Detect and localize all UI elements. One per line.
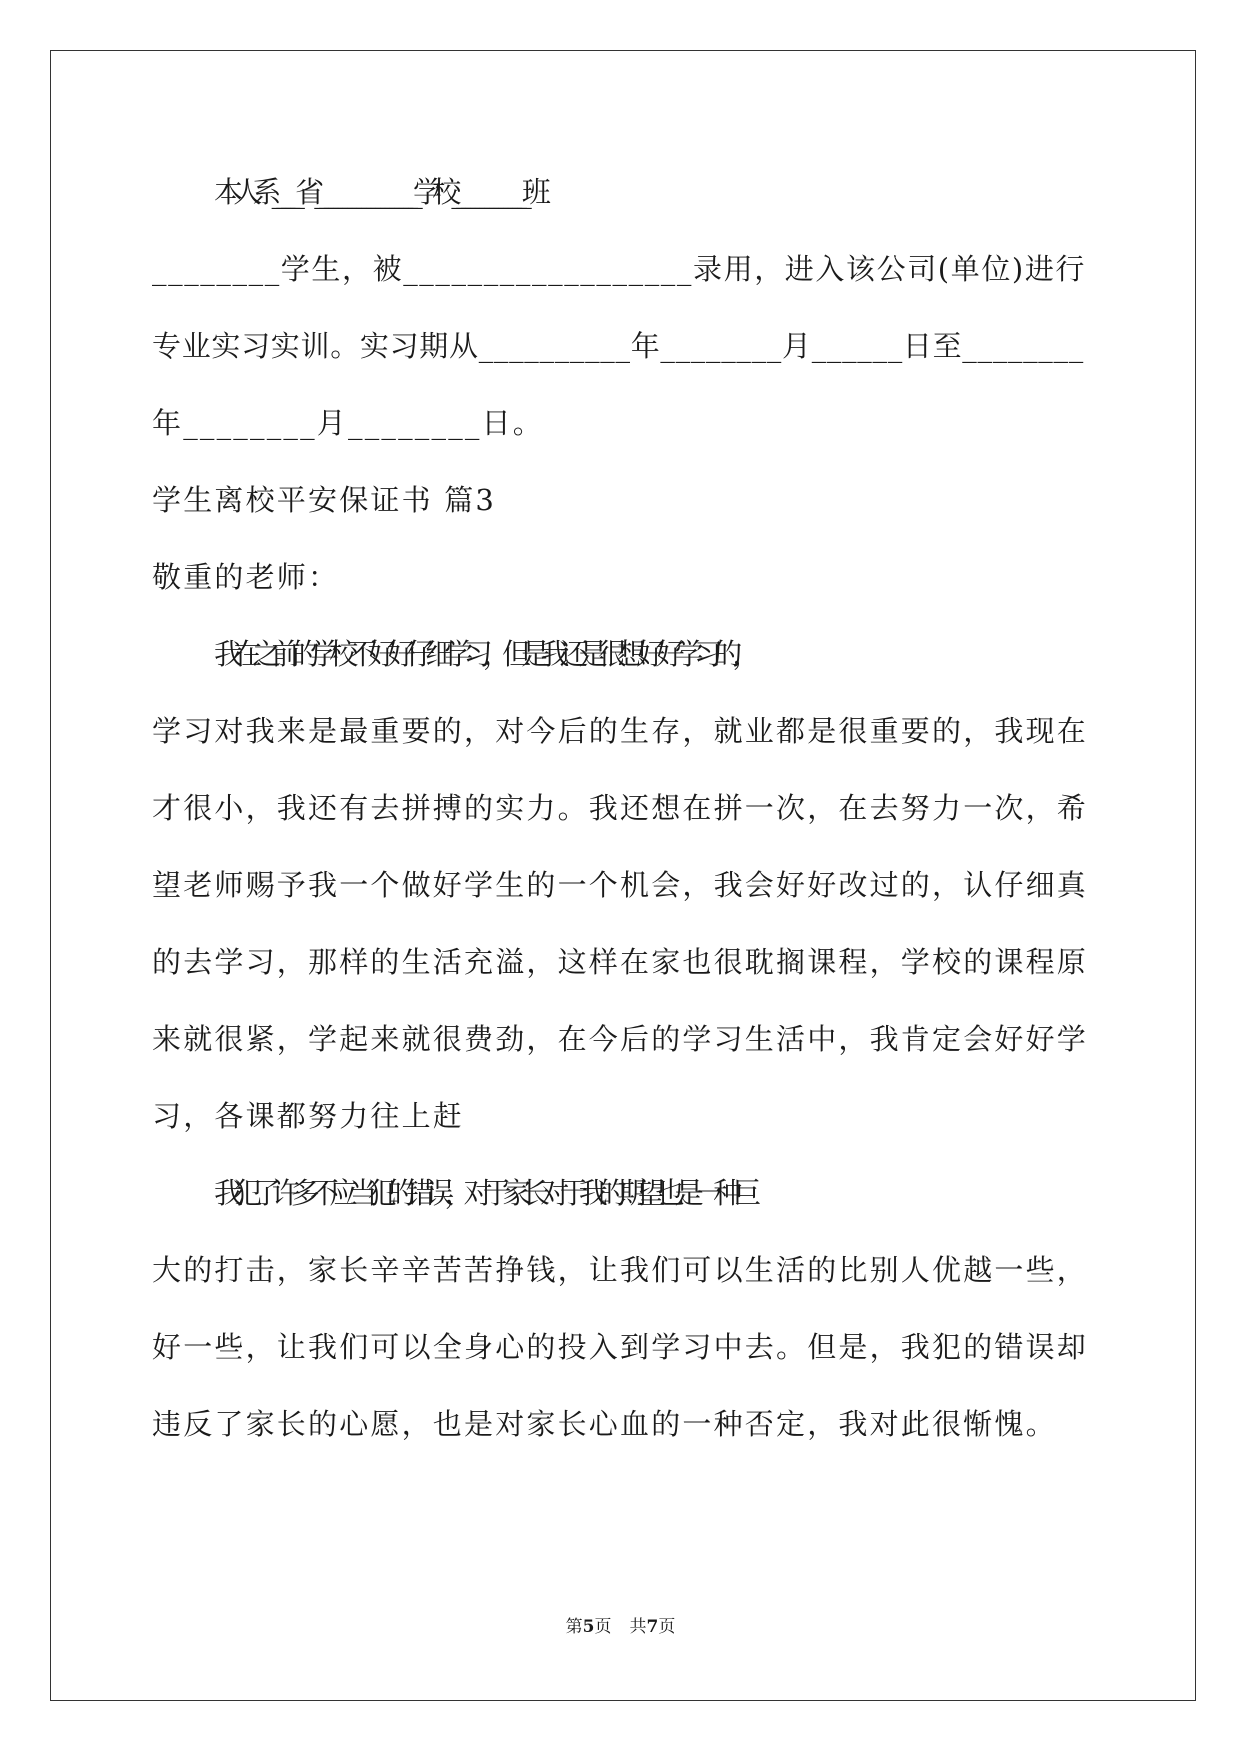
page-current: 5 — [582, 1617, 595, 1637]
paragraph-line: 习，各课都努力往上赶 — [152, 1099, 465, 1133]
form-line: 本人系_____省_____________________学校_______________班 — [214, 175, 542, 209]
paragraph-line: 望老师赐予我一个做好学生的一个机会，我会好好改过的，认仔细真 — [152, 868, 1089, 902]
paragraph-line: 的去学习，那样的生活充溢，这样在家也很耽搁课程，学校的课程原 — [152, 945, 1089, 979]
paragraph-line: 大的打击，家长辛辛苦苦挣钱，让我们可以生活的比别人优越一些， — [152, 1253, 1089, 1287]
paragraph-line: 我犯了许多不应当犯的错误，对于家长对于我的期望也是一种巨 — [214, 1176, 752, 1210]
paragraph-line: 我在之前的学校不好好仔细学习，但是我还是很想好好学习的， — [214, 637, 752, 671]
total-suffix: 页 — [658, 1617, 676, 1637]
salutation: 敬重的老师： — [152, 560, 340, 594]
paragraph-line: 学习对我来是最重要的，对今后的生存，就业都是很重要的，我现在 — [152, 714, 1089, 748]
page-suffix: 页 — [594, 1617, 612, 1637]
paragraph-line: 来就很紧，学起来就很费劲，在今后的学习生活中，我肯定会好好学 — [152, 1022, 1089, 1056]
total-prefix: 共 — [629, 1617, 647, 1637]
form-line: 专业实习实训。实习期从__________年________月______日至________ — [152, 329, 1084, 363]
paragraph-line: 才很小，我还有去拼搏的实力。我还想在拼一次，在去努力一次，希 — [152, 791, 1089, 825]
page-footer — [0, 1612, 1241, 1637]
paragraph-line: 违反了家长的心愿，也是对家长心血的一种否定，我对此很惭愧。 — [152, 1407, 1057, 1441]
page-total: 7 — [646, 1617, 659, 1637]
section-heading: 学生离校平安保证书 篇3 — [152, 483, 497, 517]
paragraph-line: 好一些，让我们可以全身心的投入到学习中去。但是，我犯的错误却 — [152, 1330, 1089, 1364]
form-line: ________学生，被__________________录用，进入该公司(单位)进行 — [152, 252, 1087, 286]
page-prefix: 第 — [565, 1617, 583, 1637]
form-line: 年________月________日。 — [152, 406, 545, 440]
